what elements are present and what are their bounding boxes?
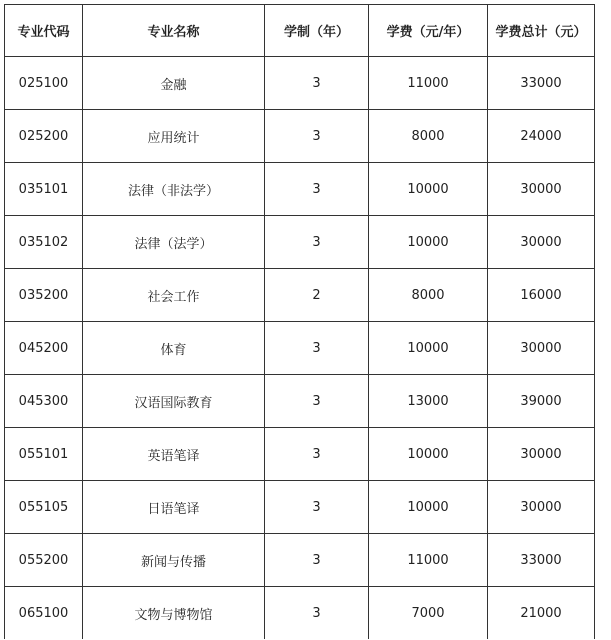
cell-major-code: 035200 [5,269,83,322]
cell-major-name: 英语笔译 [83,428,265,481]
cell-annual-fee: 10000 [369,481,488,534]
cell-annual-fee: 10000 [369,163,488,216]
table-row [5,322,595,375]
cell-duration: 3 [265,216,369,269]
cell-duration: 3 [265,428,369,481]
cell-major-code: 065100 [5,587,83,640]
cell-major-code: 025100 [5,57,83,110]
cell-annual-fee: 7000 [369,587,488,640]
cell-major-name: 新闻与传播 [83,534,265,587]
cell-annual-fee: 10000 [369,428,488,481]
header-total-fee: 学费总计（元） [488,5,595,57]
cell-total-fee: 30000 [488,428,595,481]
table-row [5,110,595,163]
tuition-fee-table [4,4,595,639]
cell-major-code: 055200 [5,534,83,587]
cell-duration: 3 [265,322,369,375]
cell-duration: 3 [265,375,369,428]
cell-total-fee: 33000 [488,534,595,587]
table-row [5,481,595,534]
table-row [5,534,595,587]
cell-duration: 3 [265,534,369,587]
cell-duration: 3 [265,587,369,640]
cell-major-name: 应用统计 [83,110,265,163]
cell-duration: 3 [265,110,369,163]
header-annual-fee: 学费（元/年） [369,5,488,57]
cell-annual-fee: 13000 [369,375,488,428]
header-duration: 学制（年） [265,5,369,57]
table-row [5,269,595,322]
cell-major-name: 金融 [83,57,265,110]
table-row [5,428,595,481]
cell-major-name: 法律（法学） [83,216,265,269]
header-major-code: 专业代码 [5,5,83,57]
cell-total-fee: 30000 [488,163,595,216]
cell-total-fee: 30000 [488,216,595,269]
cell-major-code: 045300 [5,375,83,428]
table-row [5,375,595,428]
table-row [5,163,595,216]
cell-major-name: 社会工作 [83,269,265,322]
cell-total-fee: 24000 [488,110,595,163]
cell-major-name: 体育 [83,322,265,375]
cell-total-fee: 30000 [488,322,595,375]
cell-major-code: 025200 [5,110,83,163]
cell-major-name: 日语笔译 [83,481,265,534]
cell-annual-fee: 10000 [369,216,488,269]
cell-major-code: 055105 [5,481,83,534]
cell-duration: 3 [265,57,369,110]
cell-annual-fee: 8000 [369,269,488,322]
cell-annual-fee: 8000 [369,110,488,163]
cell-major-name: 汉语国际教育 [83,375,265,428]
cell-duration: 2 [265,269,369,322]
table-row [5,57,595,110]
cell-duration: 3 [265,481,369,534]
cell-annual-fee: 11000 [369,57,488,110]
table-row [5,216,595,269]
cell-major-code: 045200 [5,322,83,375]
cell-total-fee: 21000 [488,587,595,640]
cell-total-fee: 39000 [488,375,595,428]
cell-total-fee: 30000 [488,481,595,534]
fee-table-container [4,4,595,639]
cell-annual-fee: 10000 [369,322,488,375]
cell-major-code: 055101 [5,428,83,481]
table-row [5,587,595,640]
header-major-name: 专业名称 [83,5,265,57]
cell-total-fee: 16000 [488,269,595,322]
cell-major-name: 文物与博物馆 [83,587,265,640]
cell-major-code: 035102 [5,216,83,269]
cell-duration: 3 [265,163,369,216]
cell-major-name: 法律（非法学） [83,163,265,216]
cell-major-code: 035101 [5,163,83,216]
cell-annual-fee: 11000 [369,534,488,587]
cell-total-fee: 33000 [488,57,595,110]
table-header-row [5,5,595,57]
